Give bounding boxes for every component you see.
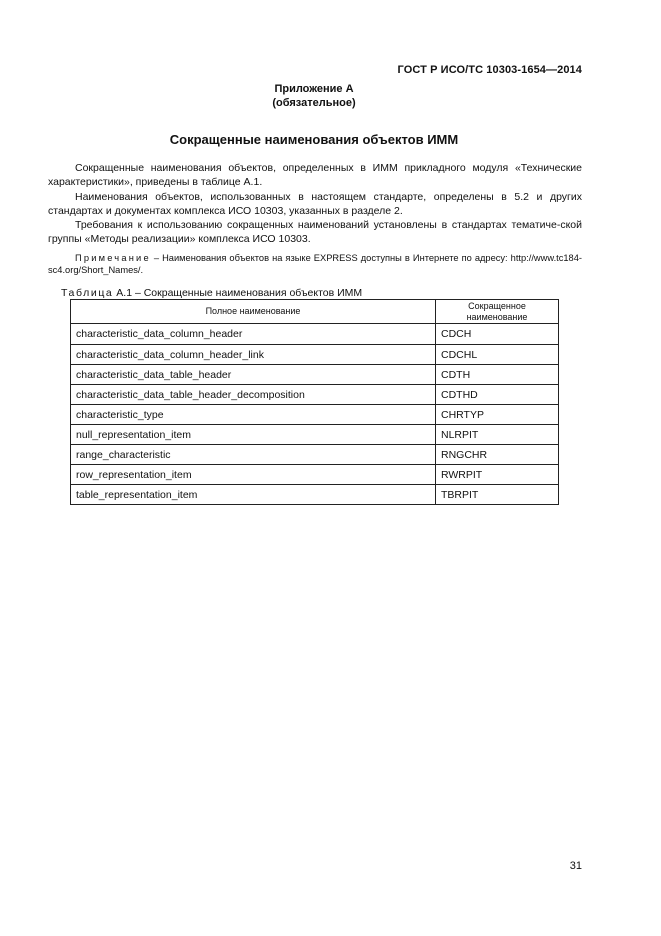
table-row	[71, 445, 559, 465]
cell-short-name: RWRPIT	[436, 465, 559, 485]
appendix-title: Приложение А	[274, 83, 354, 95]
cell-short-name: CDTHD	[436, 385, 559, 405]
table-row	[71, 365, 559, 385]
table-row	[71, 345, 559, 365]
table-row	[71, 465, 559, 485]
cell-short-name: RNGCHR	[436, 445, 559, 465]
paragraph-2: Наименования объектов, использованных в настоящем стандарте, определены в 5.2 и других стандартах и документах комплекса ИСО 10303, указанных в разделе 2.	[48, 190, 582, 217]
cell-full-name: table_representation_item	[71, 485, 436, 505]
paragraph-1: Сокращенные наименования объектов, определенных в ИММ прикладного модуля «Технические характеристики», приведены в таблице А.1.	[48, 162, 582, 189]
body-text	[48, 161, 582, 247]
paragraph-3: Требования к использованию сокращенных наименований установлены в стандартах тематиче-ской группы «Методы реализации» комплекса ИСО 10303.	[48, 219, 582, 246]
page-number: 31	[569, 860, 582, 872]
cell-full-name: null_representation_item	[71, 425, 436, 445]
header-short-name: Сокращенное наименование	[436, 300, 559, 324]
cell-full-name: characteristic_type	[71, 405, 436, 425]
note-label: Примечание	[75, 253, 151, 263]
table-caption-label: Таблица	[61, 287, 114, 299]
table-caption	[61, 287, 362, 299]
table-row	[71, 485, 559, 505]
standard-code-header: ГОСТ Р ИСО/ТС 10303-1654—2014	[397, 64, 582, 76]
cell-full-name: row_representation_item	[71, 465, 436, 485]
table-header-row	[71, 300, 559, 324]
cell-short-name: CDTH	[436, 365, 559, 385]
table-row	[71, 385, 559, 405]
cell-short-name: CDCH	[436, 324, 559, 345]
cell-full-name: characteristic_data_table_header_decomposition	[71, 385, 436, 405]
cell-full-name: characteristic_data_column_header_link	[71, 345, 436, 365]
cell-full-name: range_characteristic	[71, 445, 436, 465]
abbreviations-table	[70, 299, 559, 505]
appendix-heading	[0, 82, 628, 110]
table-row	[71, 324, 559, 345]
appendix-status: (обязательное)	[272, 97, 356, 109]
cell-full-name: characteristic_data_column_header	[71, 324, 436, 345]
note-text: – Наименования объектов на языке EXPRESS доступны в Интернете по адресу: http://www.tc184-sc4.org/Short_Names/.	[48, 253, 582, 275]
section-title: Сокращенные наименования объектов ИММ	[169, 132, 459, 147]
table-row	[71, 425, 559, 445]
cell-short-name: CDCHL	[436, 345, 559, 365]
table-row	[71, 405, 559, 425]
cell-short-name: NLRPIT	[436, 425, 559, 445]
header-full-name: Полное наименование	[71, 300, 436, 324]
cell-full-name: characteristic_data_table_header	[71, 365, 436, 385]
note	[48, 252, 582, 276]
table-caption-text: А.1 – Сокращенные наименования объектов ИММ	[113, 287, 363, 299]
cell-short-name: CHRTYP	[436, 405, 559, 425]
cell-short-name: TBRPIT	[436, 485, 559, 505]
